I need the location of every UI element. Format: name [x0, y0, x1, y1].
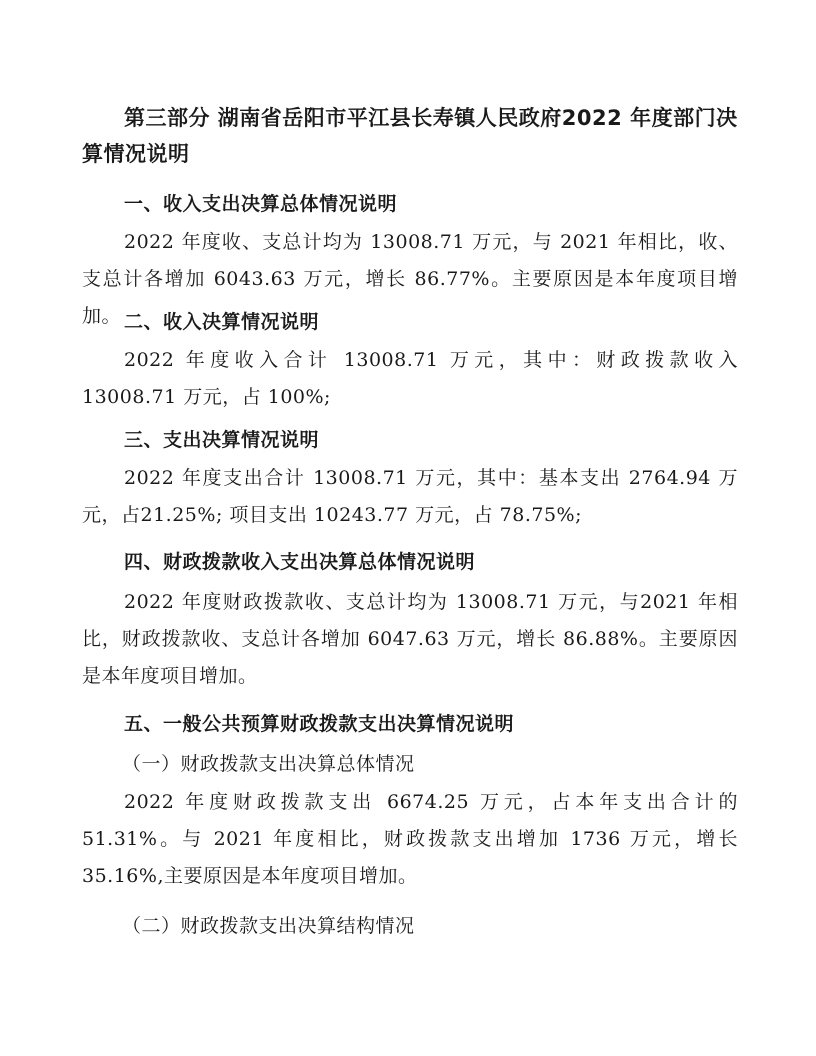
section-1-heading: 一、收入支出决算总体情况说明 — [124, 193, 398, 215]
section-5-subheading-1: （一）财政拨款支出决算总体情况 — [122, 753, 415, 775]
section-5-paragraph: 2022 年度财政拨款支出 6674.25 万元，占本年支出合计的 51.31%。与 2021 年度相比，财政拨款支出增加 1736 万元，增长 35.16%,主要原因是本年度项目增加。 — [82, 791, 738, 887]
section-4-heading: 四、财政拨款收入支出决算总体情况说明 — [124, 551, 476, 573]
section-3-paragraph: 2022 年度支出合计 13008.71 万元，其中：基本支出 2764.94 万元，占21.25%; 项目支出 10243.77 万元，占 78.75%; — [82, 467, 738, 526]
section-5-subheading-2: （二）财政拨款支出决算结构情况 — [122, 915, 415, 937]
section-2-paragraph: 2022 年度收入合计 13008.71 万元，其中：财政拨款收入 13008.71 万元，占 100%; — [82, 349, 738, 408]
section-1-paragraph: 2022 年度收、支总计均为 13008.71 万元，与 2021 年相比，收、支总计各增加 6043.63 万元，增长 86.77%。主要原因是本年度项目增加。 — [82, 231, 738, 327]
section-4-paragraph: 2022 年度财政拨款收、支总计均为 13008.71 万元，与2021 年相比，财政拨款收、支总计各增加 6047.63 万元，增长 86.88%。主要原因是本年度项目增加。 — [82, 591, 738, 687]
section-2-heading: 二、收入决算情况说明 — [124, 311, 320, 333]
section-5-heading: 五、一般公共预算财政拨款支出决算情况说明 — [124, 713, 515, 735]
section-3-heading: 三、支出决算情况说明 — [124, 429, 320, 451]
document-title: 第三部分 湖南省岳阳市平江县长寿镇人民政府2022 年度部门决算情况说明 — [82, 106, 738, 166]
